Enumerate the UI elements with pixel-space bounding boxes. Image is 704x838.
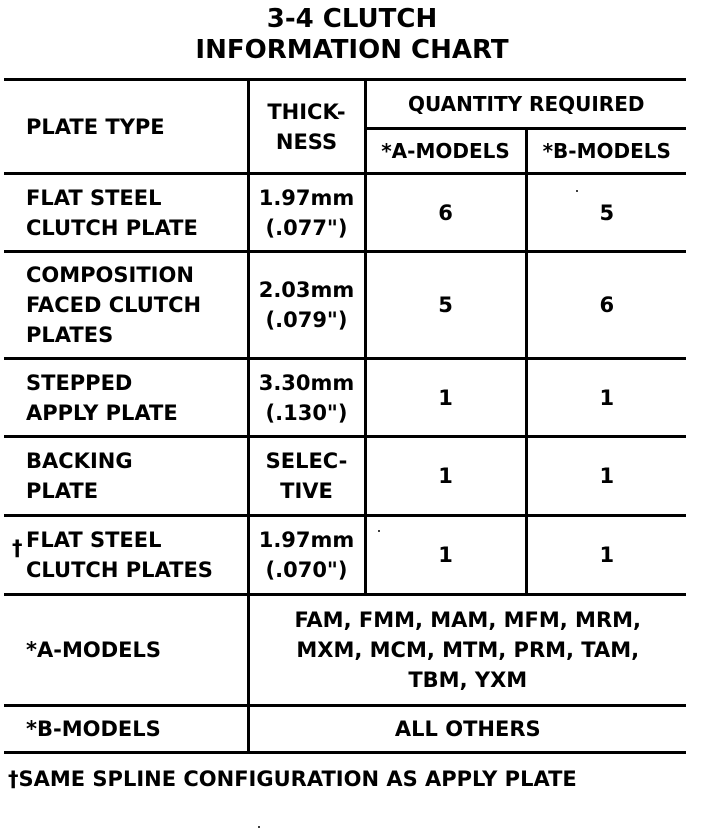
plate-type-line: † FLAT STEEL xyxy=(12,528,162,560)
thickness-value: 1.97mm xyxy=(258,185,355,210)
chart-title-line2: INFORMATION CHART xyxy=(195,35,509,65)
plate-type-cell xyxy=(4,252,248,359)
thickness-cell xyxy=(248,516,365,595)
a-models-qty-cell: 1 xyxy=(365,359,526,437)
plate-type-line: BACKING xyxy=(26,449,133,473)
plate-type-line: FACED CLUTCH xyxy=(26,293,202,317)
a-models-list xyxy=(248,595,686,706)
b-models-qty-cell: 5 xyxy=(526,174,686,252)
header-b-models: *B-MODELS xyxy=(526,129,686,174)
header-a-models: *A-MODELS xyxy=(365,129,526,174)
thickness-value: 1.97mm xyxy=(258,528,355,552)
table-header-row xyxy=(4,80,686,129)
thickness-inches: (.079") xyxy=(265,308,348,332)
thickness-inches: (.077") xyxy=(265,215,348,240)
plate-type-cell xyxy=(4,437,248,516)
thickness-value: TIVE xyxy=(280,479,333,503)
b-models-row xyxy=(4,706,686,753)
chart-title xyxy=(0,4,704,66)
thickness-cell xyxy=(248,359,365,437)
a-models-label: *A-MODELS xyxy=(4,595,248,706)
b-models-qty-cell: 1 xyxy=(526,437,686,516)
a-models-line: MXM, MCM, MTM, PRM, TAM, xyxy=(296,638,640,662)
table-row xyxy=(4,252,686,359)
plate-type-cell xyxy=(4,359,248,437)
chart-title-line1: 3-4 CLUTCH xyxy=(266,4,438,34)
header-thickness-line1: THICK- xyxy=(267,99,346,124)
thickness-cell xyxy=(248,252,365,359)
table-row xyxy=(4,174,686,252)
table-row xyxy=(4,359,686,437)
thickness-value: SELEC- xyxy=(265,449,348,473)
a-models-qty-cell: 6 xyxy=(365,174,526,252)
plate-type-line: FLAT STEEL xyxy=(26,185,162,210)
plate-type-line: PLATE xyxy=(26,479,99,503)
plate-type-line: COMPOSITION xyxy=(26,263,194,287)
plate-type-line: CLUTCH PLATES xyxy=(26,558,213,582)
scan-speck xyxy=(258,826,260,828)
a-models-qty-cell: 1 xyxy=(365,437,526,516)
table-row xyxy=(4,437,686,516)
a-models-row xyxy=(4,595,686,706)
footnote: †SAME SPLINE CONFIGURATION AS APPLY PLATE xyxy=(8,767,577,791)
plate-type-text: FLAT STEEL xyxy=(26,528,162,552)
thickness-value: 3.30mm xyxy=(258,370,355,395)
thickness-value: 2.03mm xyxy=(258,278,355,302)
b-models-value: ALL OTHERS xyxy=(248,706,686,753)
scan-speck xyxy=(378,530,380,532)
b-models-qty-cell: 6 xyxy=(526,252,686,359)
header-thickness xyxy=(248,80,365,174)
thickness-cell xyxy=(248,174,365,252)
scan-speck xyxy=(576,190,578,192)
a-models-qty-cell: 5 xyxy=(365,252,526,359)
header-thickness-line2: NESS xyxy=(275,129,338,154)
a-models-line: TBM, YXM xyxy=(408,668,528,692)
table-row xyxy=(4,516,686,595)
b-models-qty-cell: 1 xyxy=(526,516,686,595)
a-models-line: FAM, FMM, MAM, MFM, MRM, xyxy=(294,608,641,632)
plate-type-cell xyxy=(4,516,248,595)
thickness-cell xyxy=(248,437,365,516)
plate-type-line: APPLY PLATE xyxy=(26,400,178,425)
header-quantity-required: QUANTITY REQUIRED xyxy=(365,80,686,129)
thickness-inches: (.130") xyxy=(265,400,348,425)
plate-type-line: PLATES xyxy=(26,323,114,347)
clutch-info-table xyxy=(4,78,686,754)
thickness-inches: (.070") xyxy=(265,558,348,582)
plate-type-cell xyxy=(4,174,248,252)
a-models-qty-cell: 1 xyxy=(365,516,526,595)
plate-type-line: CLUTCH PLATE xyxy=(26,215,198,240)
b-models-label: *B-MODELS xyxy=(4,706,248,753)
b-models-qty-cell: 1 xyxy=(526,359,686,437)
header-plate-type: PLATE TYPE xyxy=(4,80,248,174)
plate-type-line: STEPPED xyxy=(26,370,133,395)
